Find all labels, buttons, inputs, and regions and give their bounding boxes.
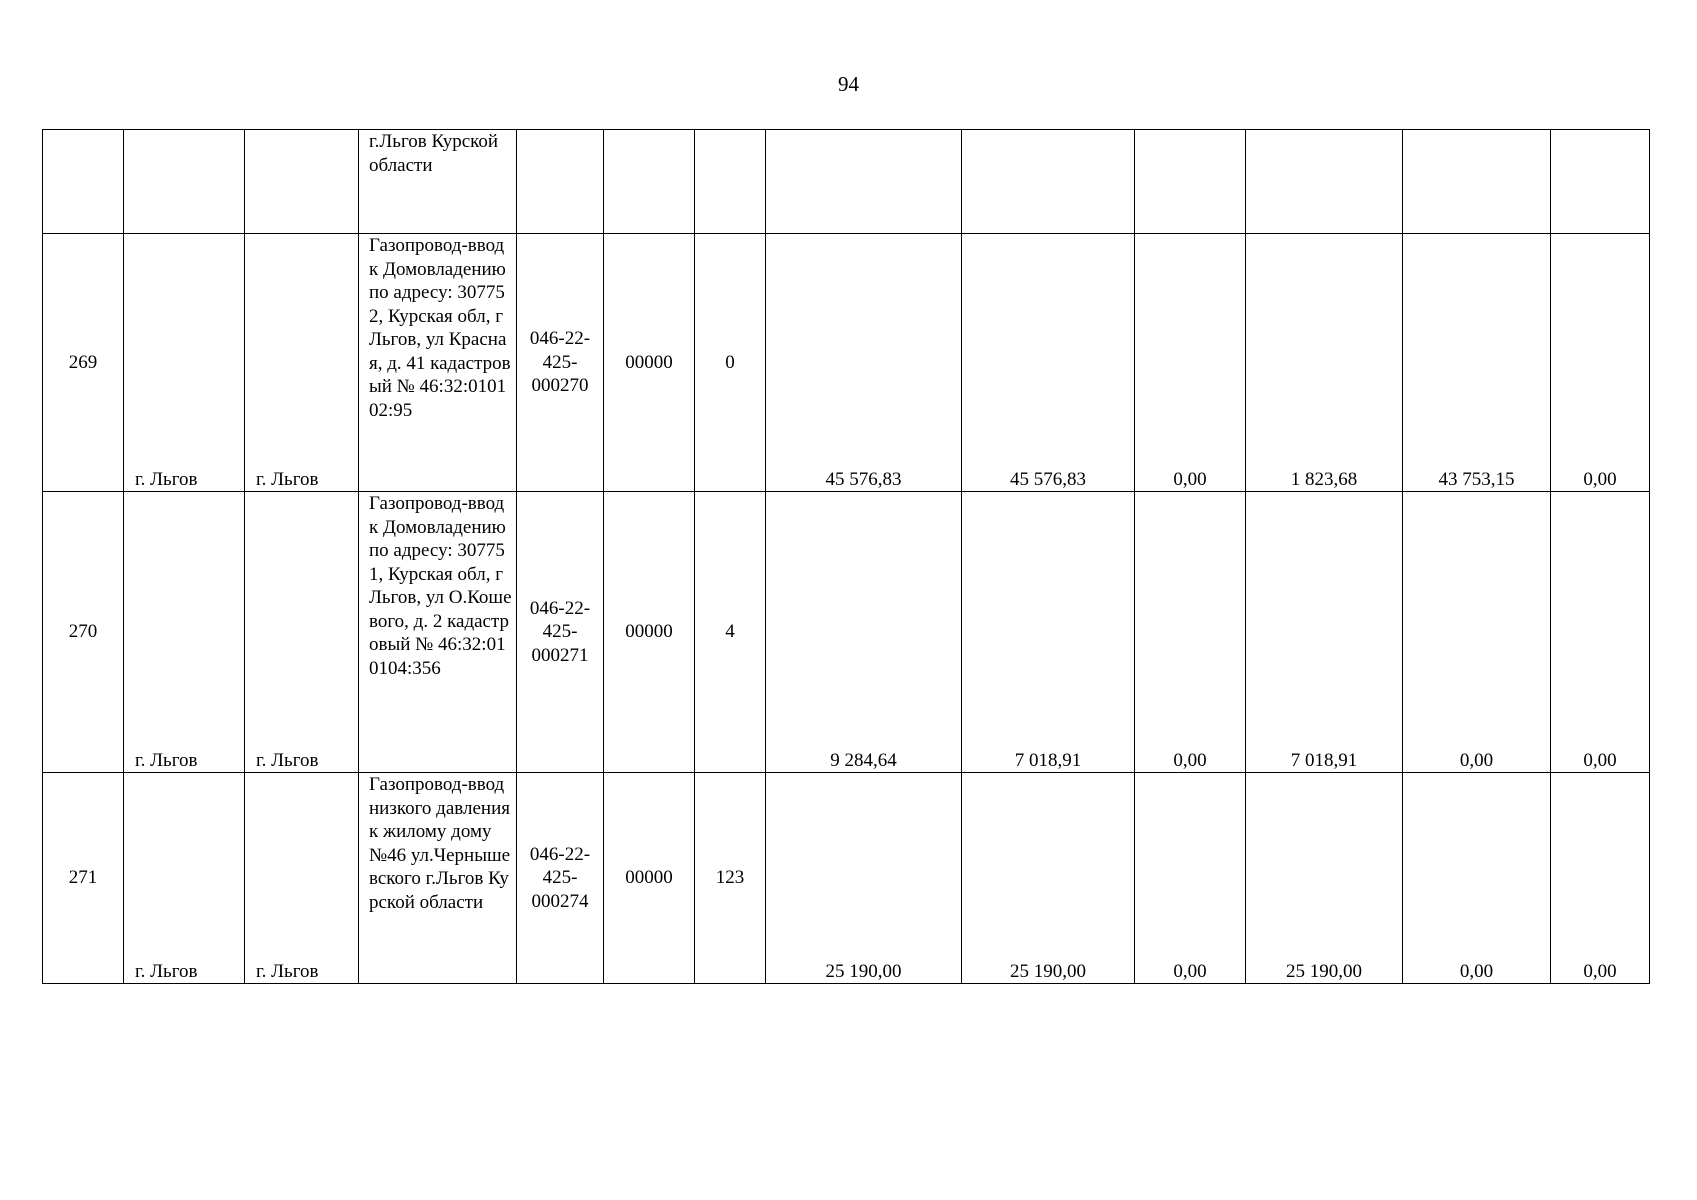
quantity-cell: 0 [695,234,766,492]
code-group-cell [604,130,695,234]
object-name-cell: Газопровод-ввод к Домовладению по адресу: 307752, Курская обл, г Льгов, ул Красная, д. 41 кадастровый № 46:32:010102:95 [359,234,517,492]
value-cell: 9 284,64 [766,492,962,773]
table-row [43,234,1650,492]
value-cell [1551,130,1650,234]
value-cell [962,130,1135,234]
value-cell: 7 018,91 [962,492,1135,773]
page-number: 94 [838,72,859,96]
locality-cell: г. Льгов [124,234,245,492]
value-cell: 0,00 [1135,773,1246,984]
object-name-cell: г.Льгов Курской области [359,130,517,234]
value-cell [1246,130,1403,234]
value-cell [766,130,962,234]
registry-code-cell: 046-22-425-000270 [517,234,604,492]
property-registry-table [42,129,1650,984]
value-cell: 25 190,00 [1246,773,1403,984]
settlement-cell: г. Льгов [245,773,359,984]
table-body [43,130,1650,984]
value-cell: 0,00 [1403,773,1551,984]
settlement-cell: г. Льгов [245,492,359,773]
quantity-cell: 4 [695,492,766,773]
settlement-cell: г. Льгов [245,234,359,492]
quantity-cell [695,130,766,234]
value-cell [1135,130,1246,234]
object-name-cell: Газопровод-ввод к Домовладению по адресу: 307751, Курская обл, г Льгов, ул О.Кошевого, д. 2 кадастровый № 46:32:010104:356 [359,492,517,773]
object-name-cell: Газопровод-ввод низкого давления к жилому дому №46 ул.Чернышевского г.Льгов Курской области [359,773,517,984]
registry-code-cell: 046-22-425-000274 [517,773,604,984]
value-cell: 1 823,68 [1246,234,1403,492]
row-number: 269 [43,234,124,492]
value-cell: 0,00 [1135,492,1246,773]
value-cell: 25 190,00 [962,773,1135,984]
registry-code-cell [517,130,604,234]
locality-cell [124,130,245,234]
value-cell: 7 018,91 [1246,492,1403,773]
value-cell: 0,00 [1135,234,1246,492]
registry-code-cell: 046-22-425-000271 [517,492,604,773]
row-number [43,130,124,234]
settlement-cell [245,130,359,234]
row-number: 270 [43,492,124,773]
locality-cell: г. Льгов [124,492,245,773]
table-row [43,492,1650,773]
value-cell: 45 576,83 [766,234,962,492]
value-cell: 43 753,15 [1403,234,1551,492]
code-group-cell: 00000 [604,773,695,984]
value-cell: 0,00 [1551,492,1650,773]
code-group-cell: 00000 [604,492,695,773]
locality-cell: г. Льгов [124,773,245,984]
code-group-cell: 00000 [604,234,695,492]
table-row [43,130,1650,234]
value-cell: 0,00 [1551,773,1650,984]
table-row [43,773,1650,984]
quantity-cell: 123 [695,773,766,984]
value-cell [1403,130,1551,234]
value-cell: 45 576,83 [962,234,1135,492]
value-cell: 0,00 [1551,234,1650,492]
value-cell: 25 190,00 [766,773,962,984]
value-cell: 0,00 [1403,492,1551,773]
row-number: 271 [43,773,124,984]
